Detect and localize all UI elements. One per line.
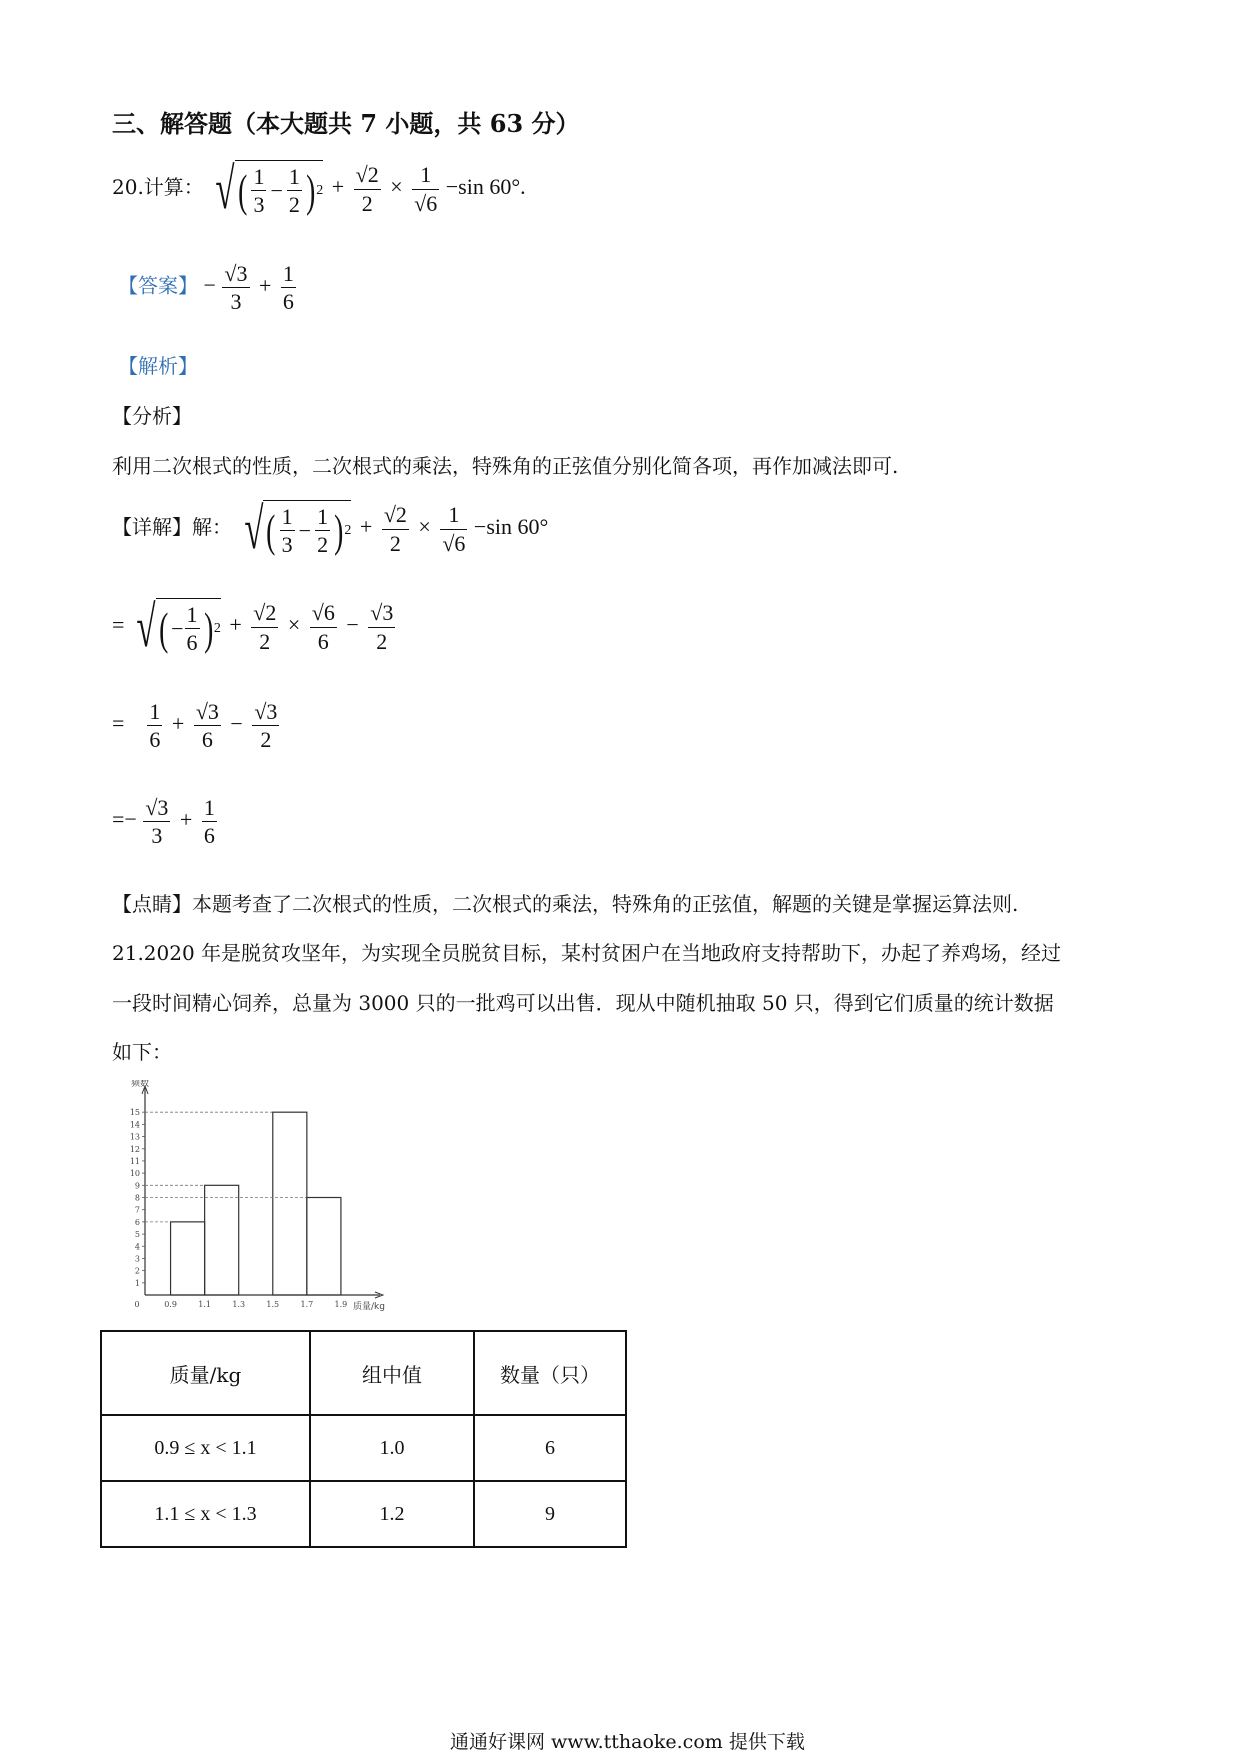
q21-line-3: 如下：	[112, 1040, 172, 1064]
x-tick-label: 1.7	[300, 1300, 314, 1309]
y-tick-label: 11	[129, 1156, 140, 1166]
dianjing-text: 【点睛】本题考查了二次根式的性质，二次根式的乘法，特殊角的正弦值，解题的关键是掌握运算法则.	[112, 892, 1019, 916]
histogram-bar	[307, 1198, 341, 1296]
table-cell: 6	[474, 1415, 626, 1481]
y-tick-label: 6	[134, 1217, 140, 1227]
table-cell: 1.0	[310, 1415, 474, 1481]
y-tick-label: 13	[129, 1132, 140, 1142]
footer: 通通好课网 www.tthaoke.com 提供下载	[450, 1731, 805, 1753]
x-tick-label: 1.1	[198, 1300, 211, 1309]
y-tick-label: 5	[134, 1230, 140, 1240]
step-3: =− $\frac{√3}{3}$ + $\frac{1}{6}$	[112, 795, 215, 849]
x-axis-label: 质量/kg	[353, 1302, 385, 1312]
y-tick-label: 2	[134, 1266, 140, 1276]
y-tick-label: 15	[129, 1108, 140, 1118]
histogram-bar	[205, 1185, 239, 1295]
y-tick-label: 7	[134, 1205, 140, 1215]
detail-label: 【详解】解：	[112, 515, 232, 540]
table-cell: 1.1 ≤ x < 1.3	[101, 1481, 310, 1547]
header-midpoint: 组中值	[310, 1331, 474, 1415]
table-row	[101, 1415, 626, 1481]
table-cell: 1.2	[310, 1481, 474, 1547]
section-heading: 三、解答题（本大题共 7 小题，共 63 分）	[112, 109, 580, 138]
x-tick-label: 0	[134, 1300, 140, 1309]
x-tick-label: 1.3	[232, 1300, 246, 1309]
detail-line: 【详解】解： √ ( $\frac{1}{3}$ − $\frac{1}{2}$ ) 2 + $\frac{√2}{2}$ × $\frac{1}{√6}$ −sin 60°	[112, 496, 549, 561]
answer-label: 【答案】	[118, 273, 198, 298]
x-tick-label: 1.9	[334, 1300, 348, 1309]
mass-table	[100, 1330, 627, 1548]
table-cell: 0.9 ≤ x < 1.1	[101, 1415, 310, 1481]
histogram-bar	[273, 1112, 307, 1295]
answer-line: 【答案】 − $\frac{√3}{3}$ + $\frac{1}{6}$	[118, 261, 294, 315]
y-axis-label: 频数	[131, 1080, 150, 1089]
q20-prompt: 20.计算：	[112, 175, 204, 200]
table-header-row	[101, 1331, 626, 1415]
y-tick-label: 10	[129, 1169, 140, 1179]
analysis-label: 【解析】	[118, 354, 198, 378]
y-tick-label: 14	[129, 1120, 140, 1130]
table-row	[101, 1481, 626, 1547]
frequency-histogram	[110, 1080, 390, 1320]
y-tick-label: 12	[129, 1144, 140, 1154]
fenxi-text: 利用二次根式的性质，二次根式的乘法，特殊角的正弦值分别化简各项，再作加减法即可.	[112, 454, 899, 478]
step-2: = $\frac{1}{6}$ + $\frac{√3}{6}$ − $\frac{√3}{2}$	[112, 699, 278, 753]
q21-line-1: 21.2020 年是脱贫攻坚年，为实现全员脱贫目标，某村贫困户在当地政府支持帮助下，办起了养鸡场，经过	[112, 941, 1062, 965]
table-cell: 9	[474, 1481, 626, 1547]
histogram-bar	[171, 1222, 205, 1295]
x-tick-label: 0.9	[164, 1300, 177, 1309]
step-1: = √ ( − $\frac{1}{6}$ ) 2 + $\frac{√2}{2}$ × $\frac{√6}{6}$ − $\frac{√3}{2}$	[112, 594, 394, 659]
y-tick-label: 1	[134, 1278, 140, 1288]
header-count: 数量（只）	[474, 1331, 626, 1415]
y-tick-label: 4	[134, 1242, 140, 1252]
q20-radical: √ ( $\frac{1}{3}$ − $\frac{1}{2}$ ) 2	[215, 156, 324, 221]
header-mass: 质量/kg	[101, 1331, 310, 1415]
fenxi-label: 【分析】	[112, 404, 192, 428]
x-tick-label: 1.5	[266, 1300, 280, 1309]
q20-line: 20.计算： √ ( $\frac{1}{3}$ − $\frac{1}{2}$ ) 2 + $\frac{√2}{2}$ × $\frac{1}{√6}$ −sin 60°.	[112, 156, 526, 221]
y-tick-label: 8	[134, 1193, 140, 1203]
y-tick-label: 3	[134, 1254, 140, 1264]
q21-line-2: 一段时间精心饲养，总量为 3000 只的一批鸡可以出售．现从中随机抽取 50 只，得到它们质量的统计数据	[112, 991, 1054, 1015]
y-tick-label: 9	[134, 1181, 140, 1191]
